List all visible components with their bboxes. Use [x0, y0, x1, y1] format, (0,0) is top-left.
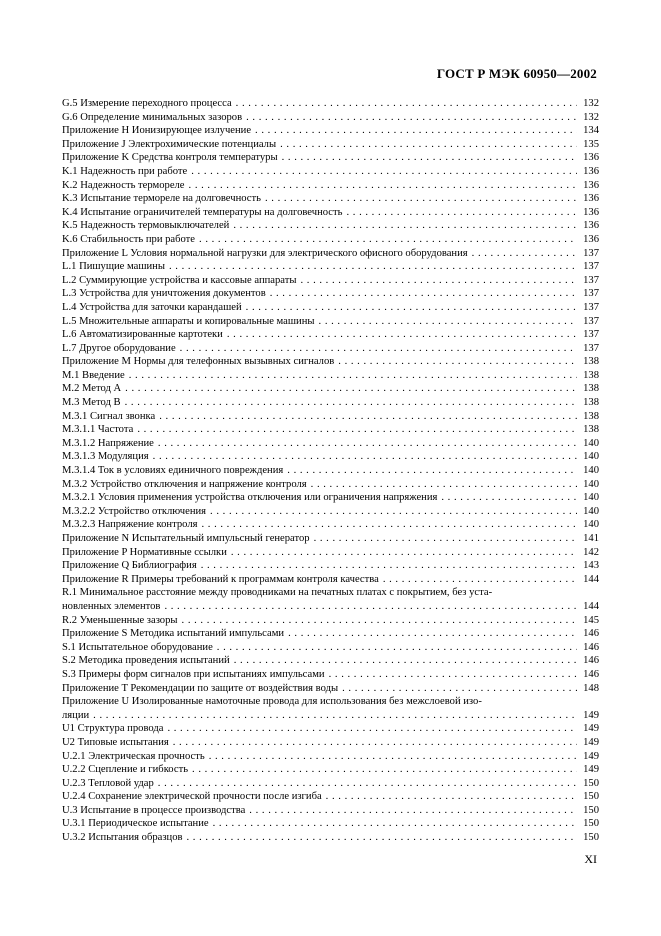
toc-page-number: 146 — [583, 641, 599, 653]
toc-page-number: 142 — [583, 546, 599, 558]
toc-page-number: 150 — [583, 804, 599, 816]
dot-leader — [208, 505, 577, 519]
toc-page-number: 144 — [583, 573, 599, 585]
dot-leader — [162, 600, 577, 614]
toc-entry-title: G.6 Определение минимальных зазоров — [62, 111, 243, 123]
toc-page-number: 137 — [583, 274, 599, 286]
dot-leader — [91, 709, 577, 723]
toc-entry-title: U.3 Испытание в процессе производства — [62, 804, 246, 816]
toc-entry — [62, 831, 599, 845]
toc-page-number: 136 — [583, 165, 599, 177]
toc-entry — [62, 328, 599, 342]
toc-entry — [62, 682, 599, 696]
toc-page-number: 137 — [583, 342, 599, 354]
toc-page-number: 146 — [583, 655, 599, 667]
toc-entry-title: M.3.2 Устройство отключения и напряжение контроля — [62, 478, 307, 490]
toc-page-number: 137 — [583, 288, 599, 300]
toc-entry-title: K.3 Испытание термореле на долговечность — [62, 193, 261, 205]
toc-entry — [62, 287, 599, 301]
toc-entry-title: M.1 Введение — [62, 369, 125, 381]
dot-leader — [263, 192, 577, 206]
table-of-contents — [62, 97, 599, 845]
toc-entry-line — [62, 695, 599, 709]
toc-entry — [62, 478, 599, 492]
dot-leader — [470, 247, 577, 261]
toc-entry-continuation: новленных элементов — [62, 600, 161, 612]
dot-leader — [253, 124, 577, 138]
dot-leader — [171, 736, 577, 750]
toc-entry-title: M.3.1.2 Напряжение — [62, 437, 154, 449]
document-header: ГОСТ Р МЭК 60950—2002 — [436, 66, 597, 81]
toc-page-number: 138 — [583, 383, 599, 395]
toc-page-number: 137 — [583, 315, 599, 327]
toc-entry — [62, 804, 599, 818]
toc-entry-title: M.3.1.1 Частота — [62, 424, 134, 436]
toc-entry-title: Приложение U Изолированные намоточные провода для использования без межслоевой изо- — [62, 696, 482, 708]
toc-page-number: 137 — [583, 329, 599, 341]
dot-leader — [344, 206, 577, 220]
dot-leader — [189, 165, 577, 179]
toc-entry-title: G.5 Измерение переходного процесса — [62, 98, 232, 109]
page-number: XI — [584, 852, 597, 866]
toc-entry — [62, 790, 599, 804]
dot-leader — [157, 410, 577, 424]
toc-entry-title: Приложение R Примеры требований к программам контроля качества — [62, 573, 379, 585]
dot-leader — [185, 831, 578, 845]
toc-entry — [62, 614, 599, 628]
toc-entry-title: K.6 Стабильность при работе — [62, 233, 196, 245]
toc-entry-title: K.1 Надежность при работе — [62, 165, 188, 177]
toc-entry-title: Приложение H Ионизирующее излучение — [62, 125, 252, 137]
dot-leader — [199, 559, 577, 573]
dot-leader — [215, 641, 577, 655]
toc-page-number: 132 — [583, 98, 599, 109]
toc-page-number: 140 — [583, 437, 599, 449]
toc-page-number: 149 — [583, 723, 599, 735]
dot-leader — [123, 396, 577, 410]
toc-page-number: 132 — [583, 111, 599, 123]
toc-entry-title: S.2 Методика проведения испытаний — [62, 655, 230, 667]
toc-entry — [62, 369, 599, 383]
dot-leader — [190, 763, 577, 777]
dot-leader — [244, 301, 577, 315]
toc-page-number: 140 — [583, 478, 599, 490]
toc-page-number: 136 — [583, 220, 599, 232]
toc-entry — [62, 559, 599, 573]
toc-entry-title: L.4 Устройства для заточки карандашей — [62, 301, 242, 313]
toc-entry-title: Приложение P Нормативные ссылки — [62, 546, 227, 558]
dot-leader — [232, 654, 577, 668]
dot-leader — [211, 817, 577, 831]
toc-page-number: 136 — [583, 206, 599, 218]
toc-entry-title: Приложение K Средства контроля температуры — [62, 152, 278, 164]
dot-leader — [127, 369, 577, 383]
toc-entry — [62, 124, 599, 138]
dot-leader — [278, 138, 577, 152]
dot-leader — [298, 274, 577, 288]
toc-page-number: 141 — [583, 533, 599, 544]
toc-entry-title: K.5 Надежность термовыключателей — [62, 220, 230, 232]
toc-page-number: 140 — [583, 451, 599, 463]
dot-leader — [187, 179, 577, 193]
toc-entry-title: L.6 Автоматизированные картотеки — [62, 329, 223, 341]
dot-leader — [178, 342, 577, 356]
toc-page-number: 138 — [583, 356, 599, 368]
toc-entry-title: R.1 Минимальное расстояние между проводниками на печатных платах с покрытием, без уста- — [62, 587, 493, 599]
toc-entry — [62, 274, 599, 288]
dot-leader — [231, 219, 577, 233]
toc-page-number: 149 — [583, 764, 599, 776]
toc-page-number: 143 — [583, 560, 599, 572]
dot-leader — [207, 750, 577, 764]
toc-entry — [62, 111, 599, 125]
toc-page-number: 136 — [583, 233, 599, 245]
dot-leader — [439, 491, 577, 505]
toc-entry — [62, 532, 599, 546]
toc-entry — [62, 736, 599, 750]
toc-page-number: 136 — [583, 152, 599, 164]
dot-leader — [165, 722, 577, 736]
toc-entry — [62, 206, 599, 220]
dot-leader — [280, 151, 577, 165]
toc-entry — [62, 396, 599, 410]
toc-entry-title: U.2.1 Электрическая прочность — [62, 750, 205, 762]
toc-entry-title: U.3.1 Периодическое испытание — [62, 818, 209, 830]
toc-entry — [62, 260, 599, 274]
toc-page-number: 140 — [583, 465, 599, 477]
dot-leader — [336, 355, 577, 369]
toc-page-number: 138 — [583, 397, 599, 409]
dot-leader — [234, 97, 577, 111]
toc-entry — [62, 437, 599, 451]
toc-page-number: 140 — [583, 505, 599, 517]
toc-entry-title: Приложение J Электрохимические потенциалы — [62, 138, 277, 150]
toc-entry-title: U2 Типовые испытания — [62, 736, 169, 748]
toc-page-number: 146 — [583, 628, 599, 640]
toc-entry-title: Приложение L Условия нормальной нагрузки для электрического офисного оборудования — [62, 247, 468, 259]
toc-page-number: 148 — [583, 682, 599, 694]
dot-leader — [381, 573, 577, 587]
dot-leader — [285, 464, 577, 478]
toc-entry — [62, 315, 599, 329]
toc-entry-title: M.2 Метод A — [62, 383, 122, 395]
toc-entry — [62, 464, 599, 478]
dot-leader — [225, 328, 577, 342]
toc-entry-title: M.3.1.4 Ток в условиях единичного повреждения — [62, 465, 284, 477]
dot-leader — [199, 518, 577, 532]
dot-leader — [197, 233, 577, 247]
toc-entry-title: M.3.2.1 Условия применения устройства отключения или ограничения напряжения — [62, 492, 438, 504]
dot-leader — [340, 682, 577, 696]
toc-entry — [62, 722, 599, 736]
toc-entry-title: Приложение Q Библиография — [62, 560, 197, 572]
dot-leader — [135, 423, 577, 437]
toc-page-number: 134 — [583, 125, 599, 137]
toc-entry — [62, 641, 599, 655]
toc-entry — [62, 817, 599, 831]
dot-leader — [167, 260, 577, 274]
toc-page-number: 149 — [583, 736, 599, 748]
toc-entry-title: M.3.2.3 Напряжение контроля — [62, 519, 198, 531]
dot-leader — [312, 532, 577, 546]
toc-entry-title: M.3.1 Сигнал звонка — [62, 410, 156, 422]
dot-leader — [151, 450, 577, 464]
toc-entry — [62, 165, 599, 179]
toc-entry-title: U.3.2 Испытания образцов — [62, 832, 183, 844]
toc-entry — [62, 627, 599, 641]
toc-entry — [62, 709, 599, 723]
toc-entry — [62, 151, 599, 165]
toc-entry — [62, 423, 599, 437]
toc-entry — [62, 750, 599, 764]
toc-entry — [62, 138, 599, 152]
toc-page-number: 138 — [583, 369, 599, 381]
toc-entry — [62, 654, 599, 668]
toc-entry — [62, 410, 599, 424]
toc-entry-title: L.1 Пишущие машины — [62, 261, 165, 273]
dot-leader — [324, 790, 577, 804]
toc-entry — [62, 668, 599, 682]
dot-leader — [317, 315, 577, 329]
toc-entry — [62, 233, 599, 247]
toc-entry-continuation: ляции — [62, 709, 90, 721]
toc-entry-title: L.2 Суммирующие устройства и кассовые аппараты — [62, 274, 297, 286]
toc-entry-title: Приложение N Испытательный импульсный генератор — [62, 533, 310, 544]
toc-entry — [62, 450, 599, 464]
toc-page-number: 136 — [583, 179, 599, 191]
toc-entry-title: K.4 Испытание ограничителей температуры на долговечность — [62, 206, 343, 218]
toc-entry-title: L.3 Устройства для уничтожения документов — [62, 288, 266, 300]
toc-entry-title: M.3.2.2 Устройство отключения — [62, 505, 207, 517]
toc-entry — [62, 491, 599, 505]
toc-entry — [62, 342, 599, 356]
toc-entry — [62, 301, 599, 315]
toc-page-number: 150 — [583, 832, 599, 844]
toc-entry-title: Приложение S Методика испытаний импульсами — [62, 628, 285, 640]
dot-leader — [268, 287, 577, 301]
toc-entry — [62, 355, 599, 369]
toc-entry-title: R.2 Уменьшенные зазоры — [62, 614, 178, 626]
toc-page-number: 137 — [583, 247, 599, 259]
toc-entry-title: S.3 Примеры форм сигналов при испытаниях импульсами — [62, 668, 325, 680]
toc-entry — [62, 247, 599, 261]
toc-entry-title: Приложение M Нормы для телефонных вызывных сигналов — [62, 356, 335, 368]
toc-page-number: 136 — [583, 193, 599, 205]
toc-page-number: 138 — [583, 424, 599, 436]
dot-leader — [327, 668, 577, 682]
toc-entry — [62, 192, 599, 206]
dot-leader — [309, 478, 577, 492]
toc-entry-title: Приложение T Рекомендации по защите от воздействия воды — [62, 682, 339, 694]
toc-page-number: 137 — [583, 301, 599, 313]
toc-page-number: 150 — [583, 818, 599, 830]
toc-entry — [62, 763, 599, 777]
toc-page-number: 146 — [583, 668, 599, 680]
toc-page-number: 140 — [583, 519, 599, 531]
toc-entry — [62, 777, 599, 791]
toc-page-number: 145 — [583, 614, 599, 626]
toc-entry-title: L.7 Другое оборудование — [62, 342, 176, 354]
toc-entry — [62, 573, 599, 587]
toc-entry-title: U.2.2 Сцепление и гибкость — [62, 764, 189, 776]
toc-entry-title: M.3 Метод B — [62, 397, 121, 409]
toc-entry-title: K.2 Надежность термореле — [62, 179, 185, 191]
dot-leader — [286, 627, 577, 641]
toc-page-number: 150 — [583, 777, 599, 789]
toc-page-number: 149 — [583, 709, 599, 721]
dot-leader — [229, 546, 577, 560]
toc-entry-title: L.5 Множительные аппараты и копировальные машины — [62, 315, 315, 327]
dot-leader — [123, 382, 577, 396]
toc-entry — [62, 97, 599, 111]
toc-entry-title: U.2.3 Тепловой удар — [62, 777, 154, 789]
toc-entry-line — [62, 586, 599, 600]
dot-leader — [180, 614, 577, 628]
toc-entry-title: U.2.4 Сохранение электрической прочности после изгиба — [62, 791, 322, 803]
dot-leader — [156, 777, 577, 791]
toc-entry-title: U1 Структура провода — [62, 723, 164, 735]
toc-entry-title: S.1 Испытательное оборудование — [62, 641, 213, 653]
toc-entry-title: M.3.1.3 Модуляция — [62, 451, 149, 463]
toc-page-number: 137 — [583, 261, 599, 273]
toc-entry — [62, 546, 599, 560]
toc-entry — [62, 600, 599, 614]
toc-page-number: 144 — [583, 600, 599, 612]
toc-entry — [62, 505, 599, 519]
dot-leader — [244, 111, 577, 125]
toc-page-number: 149 — [583, 750, 599, 762]
toc-entry — [62, 179, 599, 193]
dot-leader — [156, 437, 577, 451]
toc-page-number: 138 — [583, 410, 599, 422]
toc-entry — [62, 219, 599, 233]
toc-entry — [62, 518, 599, 532]
dot-leader — [247, 804, 577, 818]
toc-page-number: 135 — [583, 138, 599, 150]
toc-page-number: 140 — [583, 492, 599, 504]
toc-entry — [62, 382, 599, 396]
toc-page-number: 150 — [583, 791, 599, 803]
